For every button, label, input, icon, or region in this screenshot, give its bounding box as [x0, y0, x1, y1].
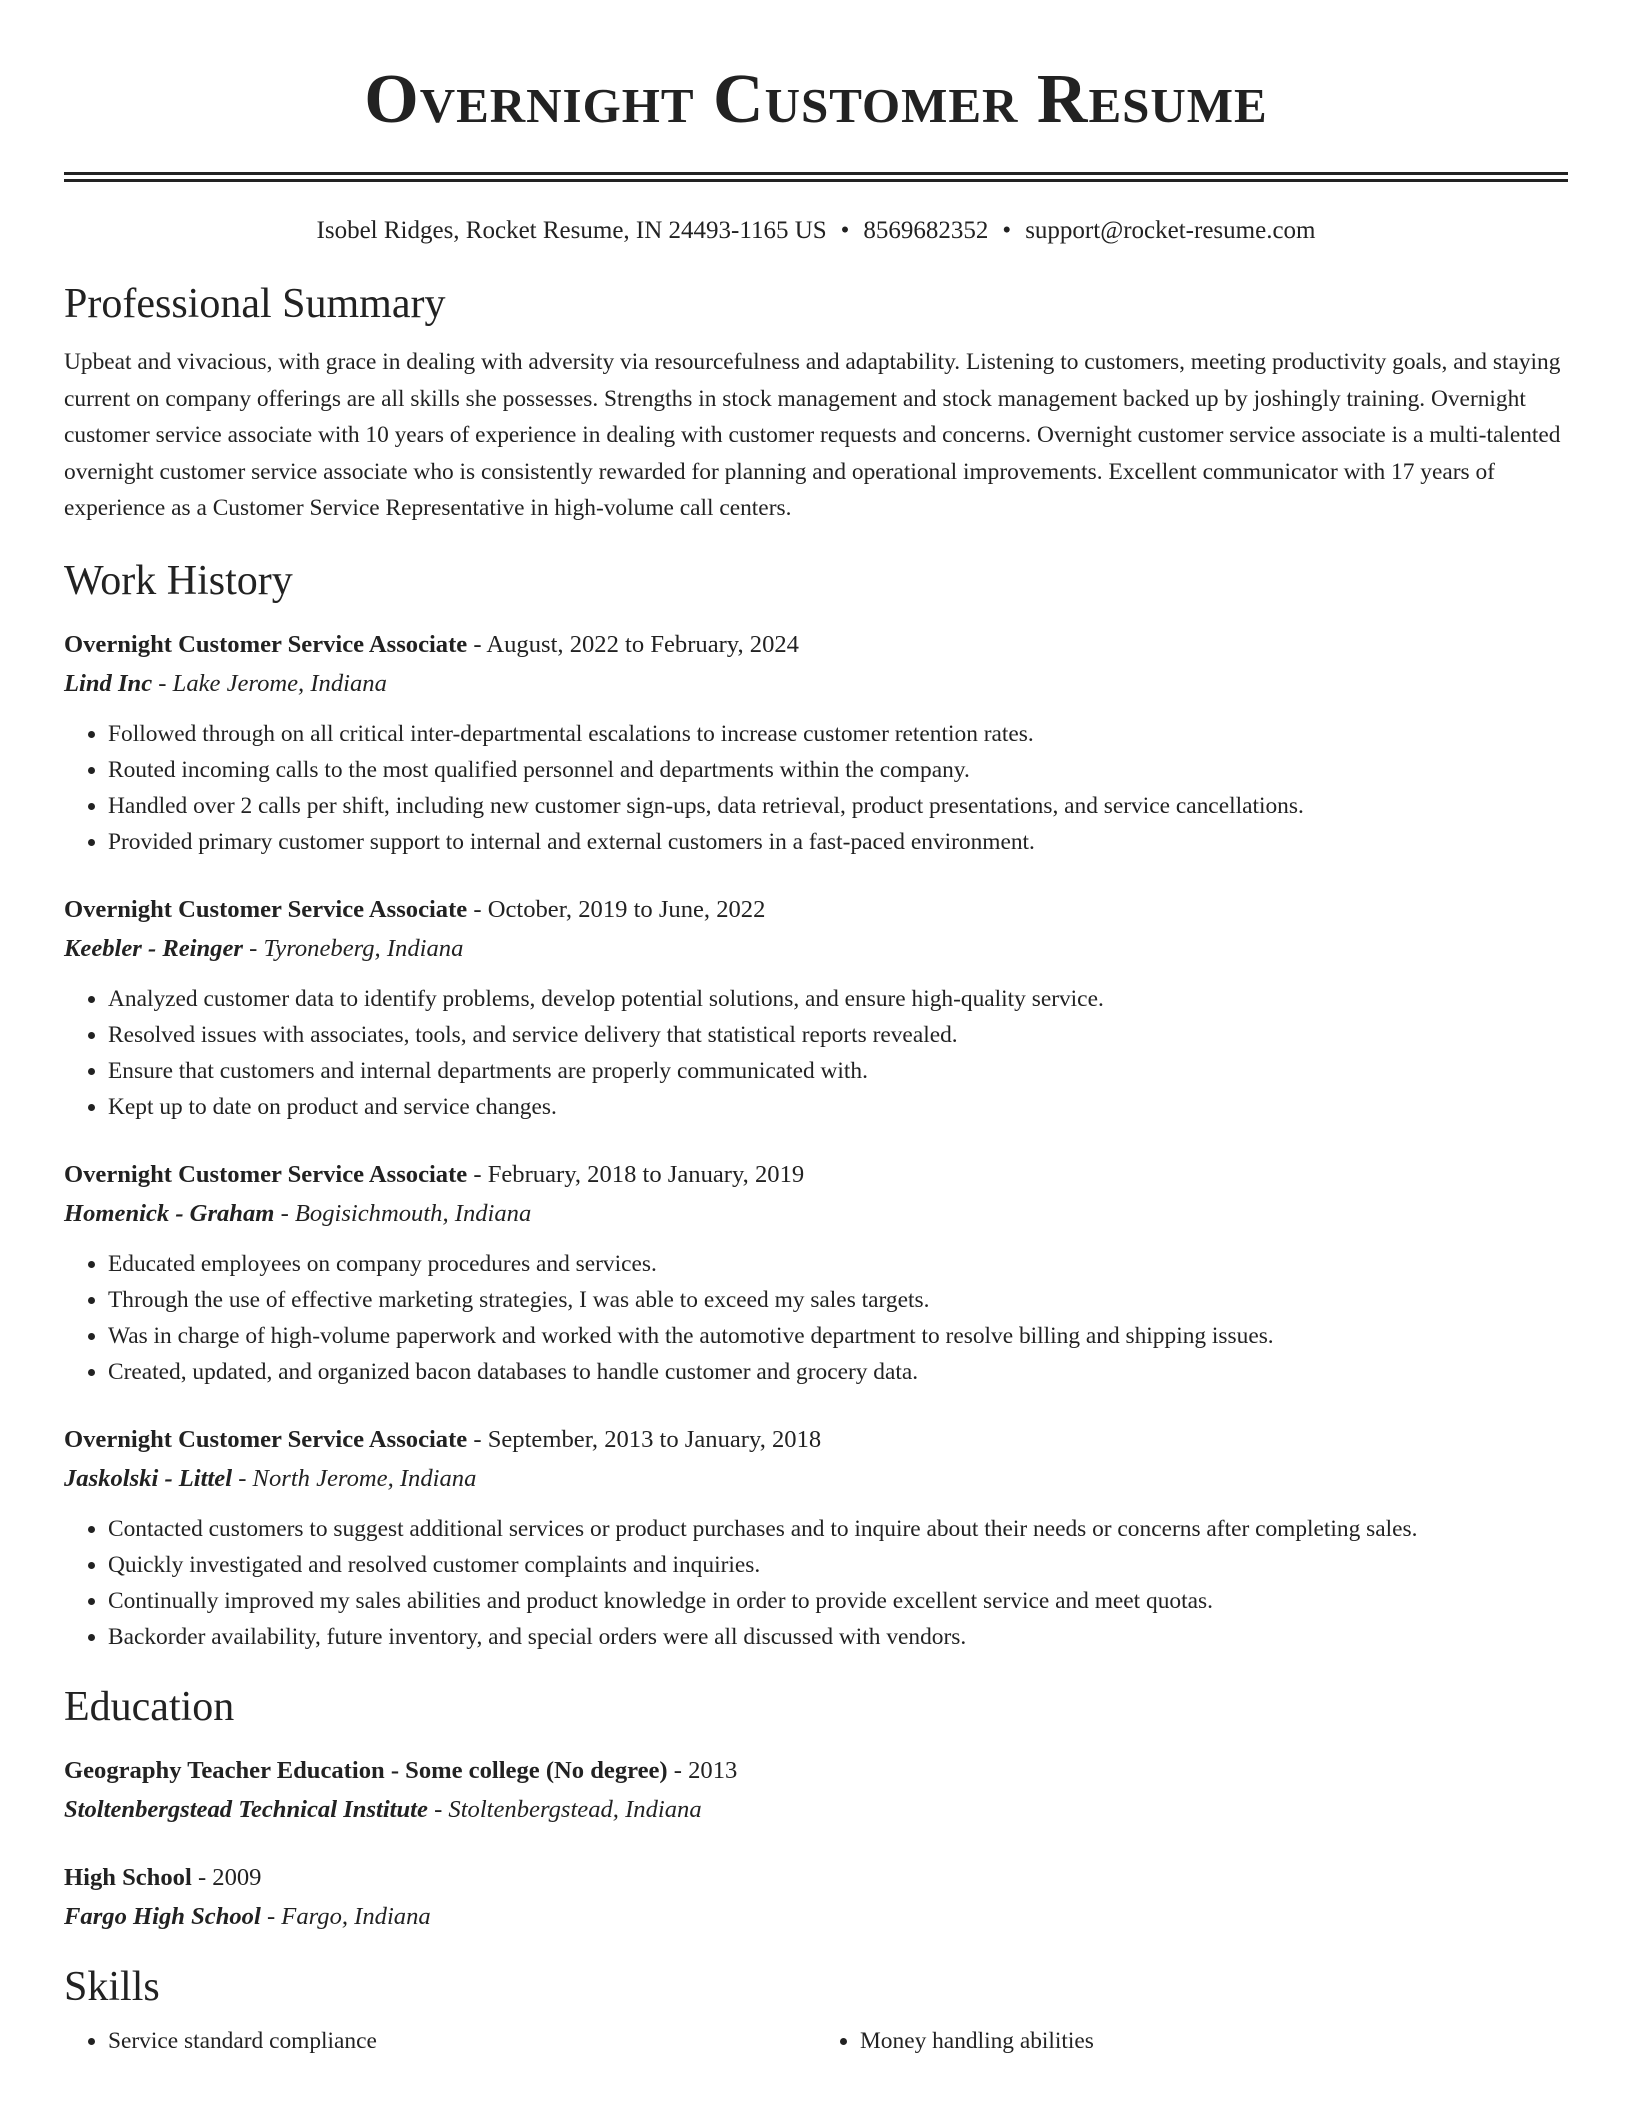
education-heading: Education [64, 1683, 235, 1730]
contact-separator: • [840, 217, 850, 244]
skills-column-left [64, 2023, 816, 2059]
skills-list [64, 2023, 1568, 2059]
job-entry [64, 890, 1568, 1125]
job-entry [64, 625, 1568, 860]
duty-item: • Educated employees on company procedures and services. [108, 1246, 1568, 1282]
job-entry [64, 1155, 1568, 1390]
skills-column-right [816, 2023, 1568, 2059]
summary-heading: Professional Summary [64, 281, 446, 327]
company-line [64, 929, 1568, 968]
skill-item: • Service standard compliance [108, 2023, 816, 2059]
degree-line [64, 1751, 1568, 1790]
degree-name: High School [64, 1863, 192, 1891]
company-name: Keebler - Reinger [64, 934, 243, 962]
duty-item: • Resolved issues with associates, tools, and service delivery that statistical reports revealed. [108, 1017, 1568, 1053]
duty-item: • Continually improved my sales abilities and product knowledge in order to provide excellent service and meet quotas. [108, 1583, 1568, 1619]
contact-email: support@rocket-resume.com [1025, 217, 1316, 244]
duty-item: • Ensure that customers and internal departments are properly communicated with. [108, 1053, 1568, 1089]
education-entry [64, 1751, 1568, 1829]
company-location: - Tyroneberg, Indiana [242, 934, 464, 962]
duty-item: • Created, updated, and organized bacon databases to handle customer and grocery data. [108, 1354, 1568, 1390]
duty-item: • Provided primary customer support to internal and external customers in a fast-paced environment. [108, 824, 1568, 860]
job-title: Overnight Customer Service Associate [64, 1160, 468, 1188]
education-entry [64, 1858, 1568, 1936]
company-location: - North Jerome, Indiana [232, 1464, 477, 1492]
work-history-heading: Work History [64, 557, 293, 604]
job-dates: - October, 2019 to June, 2022 [467, 895, 766, 923]
job-dates: - August, 2022 to February, 2024 [467, 630, 799, 658]
duty-item: • Was in charge of high-volume paperwork and worked with the automotive department to resolve billing and shipping issues. [108, 1318, 1568, 1354]
school-name: Stoltenbergstead Technical Institute [64, 1795, 428, 1823]
duty-item: • Routed incoming calls to the most qualified personnel and departments within the company. [108, 752, 1568, 788]
job-duties [64, 716, 1568, 860]
job-header [64, 890, 1568, 929]
company-name: Jaskolski - Littel [64, 1464, 233, 1492]
job-title: Overnight Customer Service Associate [64, 1425, 468, 1453]
school-line [64, 1897, 1568, 1936]
job-duties [64, 1511, 1568, 1655]
job-dates: - February, 2018 to January, 2019 [467, 1160, 805, 1188]
summary-text: Upbeat and vivacious, with grace in dealing with adversity via resourcefulness and adaptability. Listening to customers, meeting productivity goals, and staying current on company offerings are all skills she possesses. Strengths in stock management and stock management backed up by joshingly training. Overnight customer service associate with 10 years of experience in dealing with customer requests and concerns. Overnight customer service associate is a multi-talented overnight customer service associate who is consistently rewarded for planning and operational improvements. Excellent communicator with 17 years of experience as a Customer Service Representative in high-volume call centers. [64, 349, 1561, 521]
job-title: Overnight Customer Service Associate [64, 895, 468, 923]
degree-line [64, 1858, 1568, 1897]
job-entry [64, 1420, 1568, 1655]
contact-line [64, 216, 1568, 246]
skills-heading: Skills [64, 1963, 160, 2010]
job-header [64, 625, 1568, 664]
job-title: Overnight Customer Service Associate [64, 630, 468, 658]
school-line [64, 1790, 1568, 1829]
company-line [64, 664, 1568, 703]
company-location: - Bogisichmouth, Indiana [274, 1199, 532, 1227]
duty-item: • Kept up to date on product and service changes. [108, 1089, 1568, 1125]
company-line [64, 1194, 1568, 1233]
contact-address: Isobel Ridges, Rocket Resume, IN 24493-1165 US [316, 217, 827, 244]
contact-separator: • [1002, 217, 1012, 244]
duty-item: • Analyzed customer data to identify problems, develop potential solutions, and ensure high-quality service. [108, 981, 1568, 1017]
skill-item: • Money handling abilities [860, 2023, 1568, 2059]
resume-title: Overnight Customer Resume [364, 61, 1268, 138]
contact-phone: 8569682352 [863, 217, 989, 244]
duty-item: • Contacted customers to suggest additional services or product purchases and to inquire about their needs or concerns after completing sales. [108, 1511, 1568, 1547]
company-name: Lind Inc [64, 669, 153, 697]
duty-item: • Followed through on all critical inter-departmental escalations to increase customer retention rates. [108, 716, 1568, 752]
school-name: Fargo High School [64, 1902, 261, 1930]
degree-name: Geography Teacher Education - Some college (No degree) [64, 1756, 668, 1784]
job-dates: - September, 2013 to January, 2018 [467, 1425, 822, 1453]
duty-item: • Through the use of effective marketing strategies, I was able to exceed my sales targets. [108, 1282, 1568, 1318]
company-line [64, 1459, 1568, 1498]
degree-year: - 2013 [667, 1756, 738, 1784]
title-divider [64, 172, 1568, 182]
company-name: Homenick - Graham [64, 1199, 275, 1227]
duty-item: • Handled over 2 calls per shift, including new customer sign-ups, data retrieval, product presentations, and service cancellations. [108, 788, 1568, 824]
duty-item: • Backorder availability, future inventory, and special orders were all discussed with vendors. [108, 1619, 1568, 1655]
job-header [64, 1420, 1568, 1459]
job-header [64, 1155, 1568, 1194]
job-duties [64, 1246, 1568, 1390]
duty-item: • Quickly investigated and resolved customer complaints and inquiries. [108, 1547, 1568, 1583]
school-location: - Fargo, Indiana [260, 1902, 431, 1930]
company-location: - Lake Jerome, Indiana [152, 669, 387, 697]
job-duties [64, 981, 1568, 1125]
degree-year: - 2009 [191, 1863, 262, 1891]
school-location: - Stoltenbergstead, Indiana [427, 1795, 702, 1823]
